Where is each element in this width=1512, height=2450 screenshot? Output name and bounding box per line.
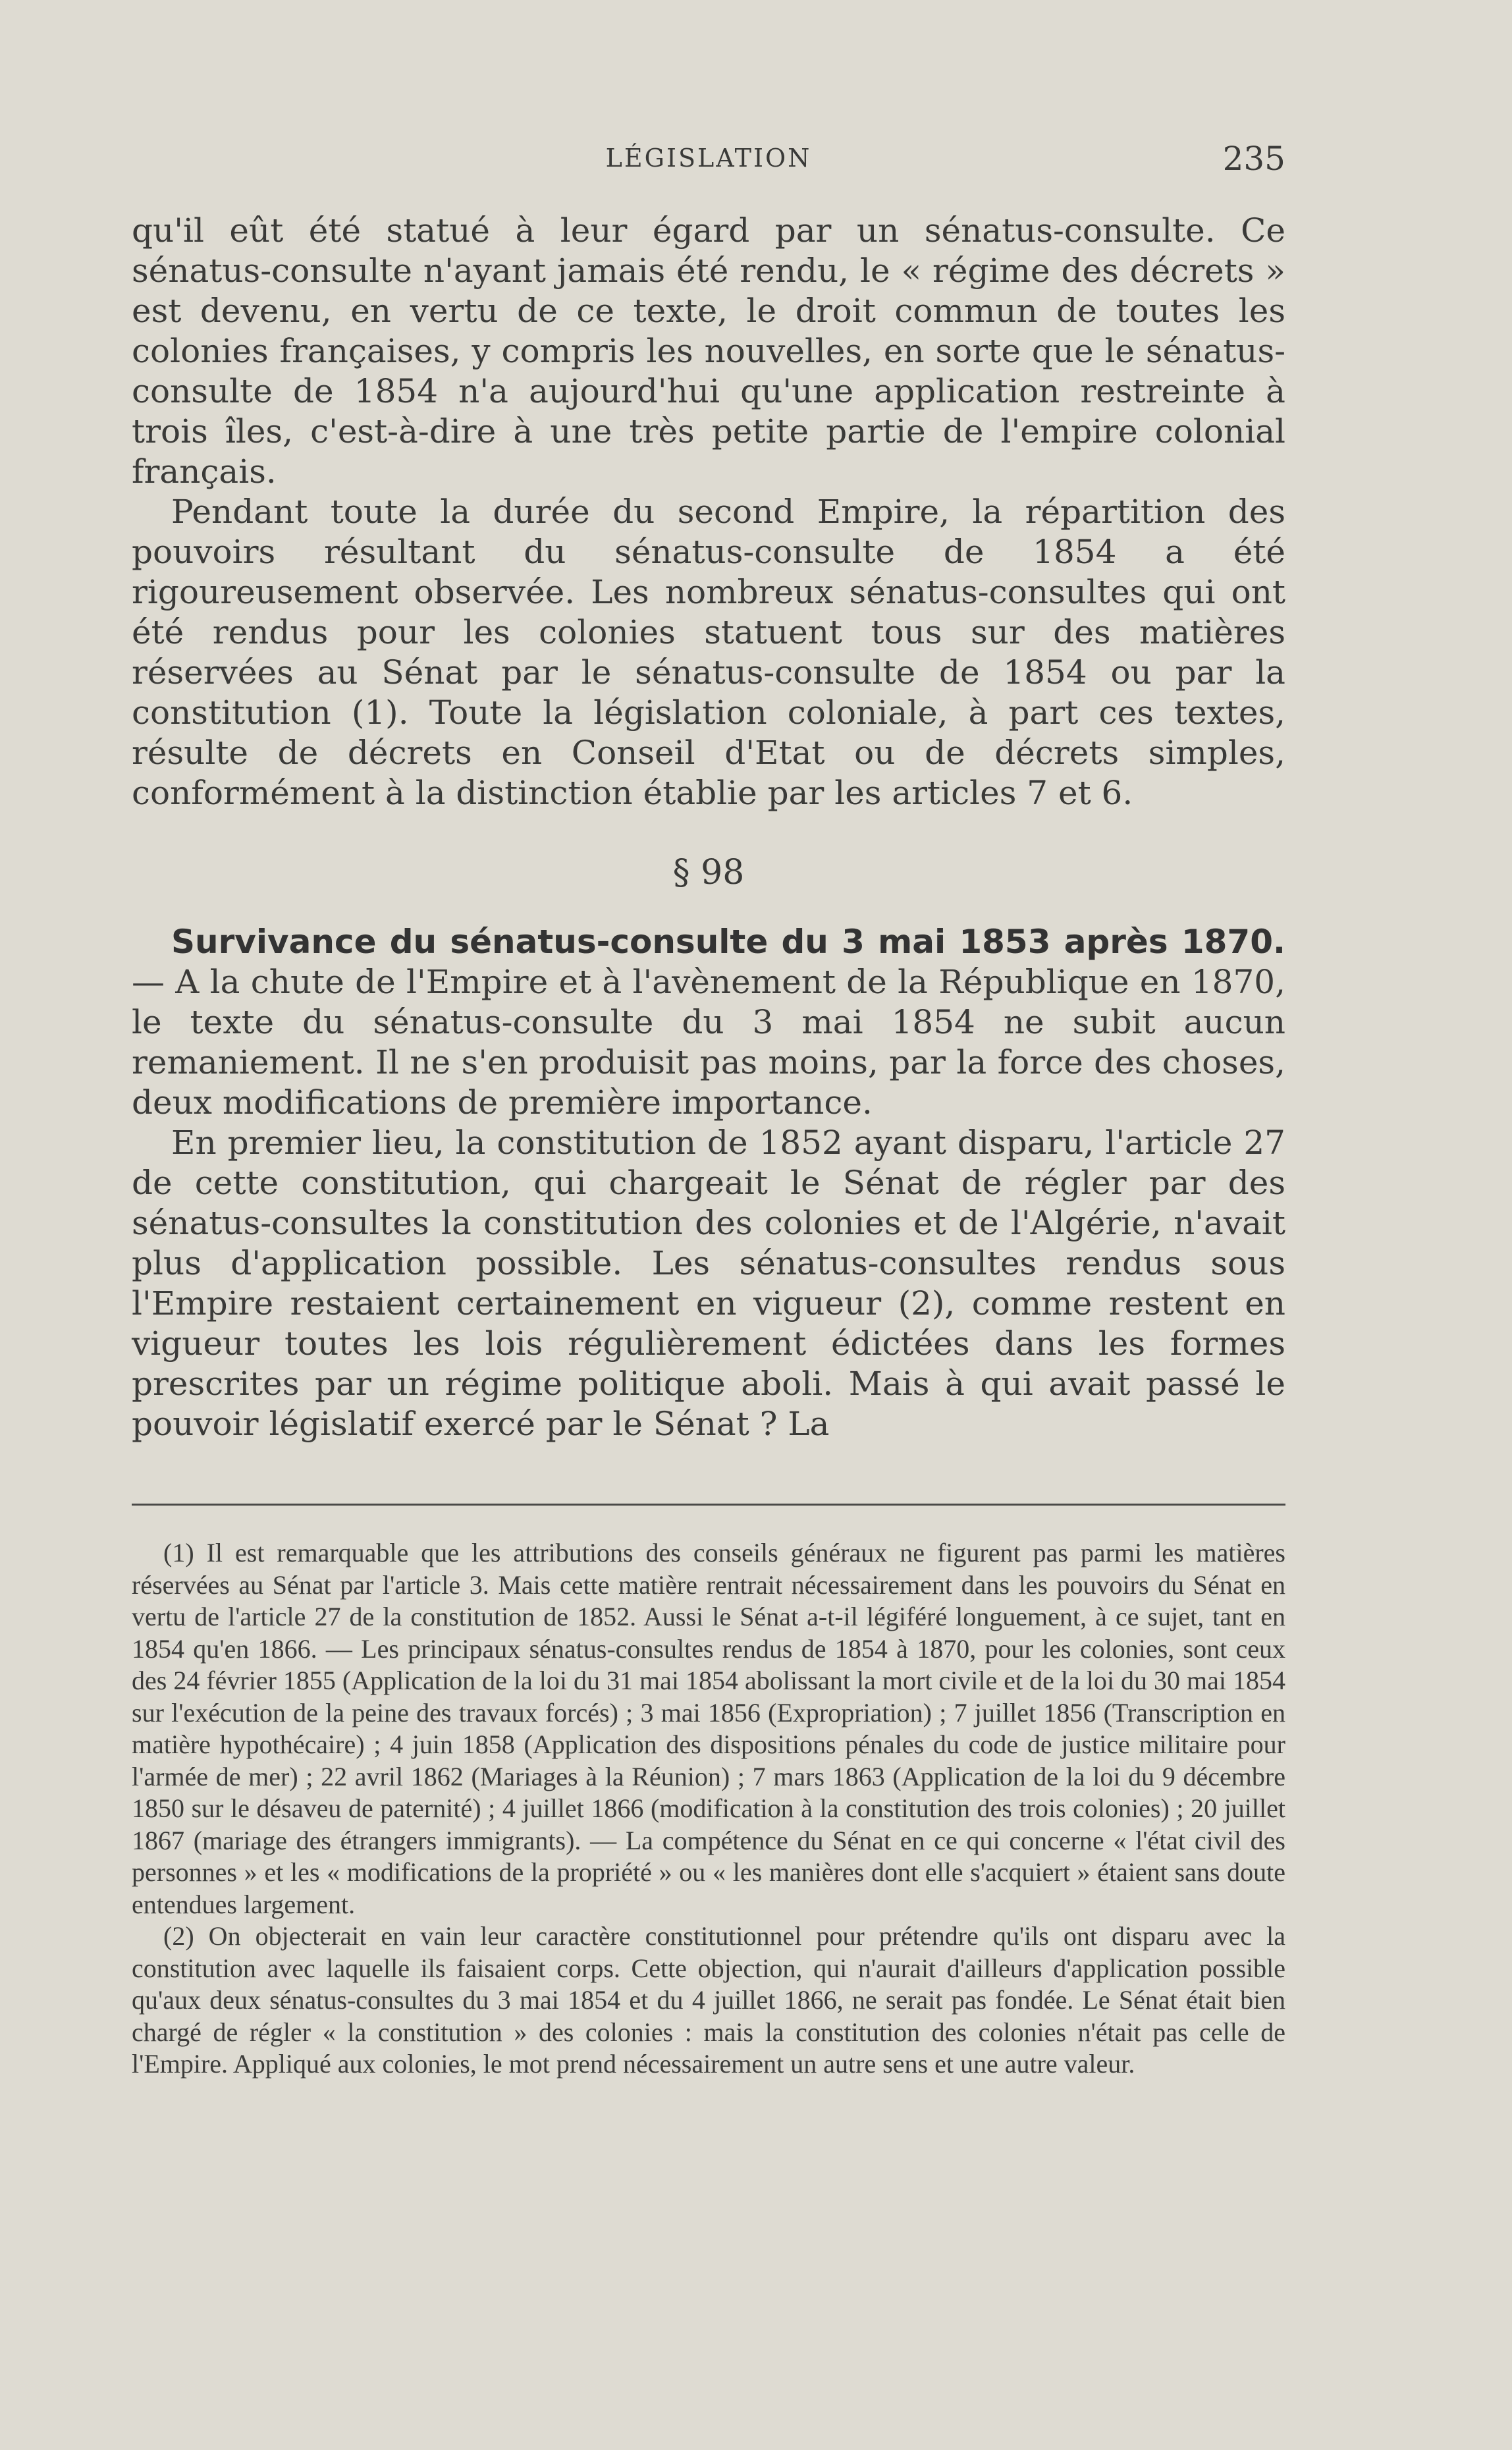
- main-text: [132, 211, 1285, 1444]
- paragraph-premier-lieu: En premier lieu, la constitution de 1852 ayant disparu, l'article 27 de cette constitution, qui chargeait le Sénat de régler par des sénatus-consultes la constitution des colonies et de l'Algérie, n'avait plus d'application possible. Les sénatus-consultes rendus sous l'Empire restaient certainement en vigueur (2), comme restent en vigueur toutes les lois régulièrement édictées dans les formes prescrites par un régime politique aboli. Mais à qui avait passé le pouvoir législatif exercé par le Sénat ? La: [132, 1124, 1285, 1443]
- section-number: § 98: [672, 853, 745, 892]
- page-number: 235: [1222, 140, 1285, 178]
- paragraph-continued: qu'il eût été statué à leur égard par un sénatus-consulte. Ce sénatus-consulte n'ayant jamais été rendu, le « régime des décrets » est devenu, en vertu de ce texte, le droit commun de toutes les colonies françaises, y compris les nouvelles, en sorte que le sénatus-consulte de 1854 n'a aujourd'hui qu'une application restreinte à trois îles, c'est-à-dire à une très petite partie de l'empire colonial français.: [132, 211, 1285, 491]
- footnote-1: (1) Il est remarquable que les attributions des conseils généraux ne figurent pas parmi les matières réservées au Sénat par l'article 3. Mais cette matière rentrait nécessairement dans les pouvoirs du Sénat en vertu de l'article 27 de la constitution de 1852. Aussi le Sénat a-t-il légiféré longuement, à ce sujet, tant en 1854 qu'en 1866. — Les principaux sénatus-consultes rendus de 1854 à 1870, pour les colonies, sont ceux des 24 février 1855 (Application de la loi du 31 mai 1854 abolissant la mort civile et de la loi du 30 mai 1854 sur l'exécution de la peine des travaux forcés) ; 3 mai 1856 (Expropriation) ; 7 juillet 1856 (Transcription en matière hypothécaire) ; 4 juin 1858 (Application des dispositions pénales du code de justice militaire pour l'armée de mer) ; 22 avril 1862 (Mariages à la Réunion) ; 7 mars 1863 (Application de la loi du 9 décembre 1850 sur le désaveu de paternité) ; 4 juillet 1866 (modification à la constitution des trois colonies) ; 20 juillet 1867 (mariage des étrangers immigrants). — La compétence du Sénat en ce qui concerne « l'état civil des personnes » et les « modifications de la propriété » ou « les manières dont elle s'acquiert » étaient sans doute entendues largement.: [132, 1538, 1285, 1919]
- footnotes: [132, 1537, 1285, 2081]
- running-header: [132, 140, 1285, 179]
- section-heading: Survivance du sénatus-consulte du 3 mai 1853 après 1870.: [171, 923, 1285, 961]
- footnote-divider: [132, 1504, 1285, 1506]
- paragraph-second-empire: Pendant toute la durée du second Empire, la répartition des pouvoirs résultant du sénatus-consulte de 1854 a été rigoureusement observée. Les nombreux sénatus-consultes qui ont été rendus pour les colonies statuent tous sur des matières réservées au Sénat par le sénatus-consulte de 1854 ou par la constitution (1). Toute la législation coloniale, à part ces textes, résulte de décrets en Conseil d'Etat ou de décrets simples, conformément à la distinction établie par les articles 7 et 6.: [132, 493, 1285, 812]
- paragraph-survivance: [132, 922, 1285, 1123]
- footnote-2: (2) On objecterait en vain leur caractère constitutionnel pour prétendre qu'ils ont disparu avec la constitution avec laquelle ils faisaient corps. Cette objection, qui n'aurait d'ailleurs d'application possible qu'aux deux sénatus-consultes du 3 mai 1854 et du 4 juillet 1866, ne serait pas fondée. Le Sénat était bien chargé de régler « la constitution » des colonies : mais la constitution des colonies n'était pas celle de l'Empire. Appliqué aux colonies, le mot prend nécessairement un autre sens et une autre valeur.: [132, 1921, 1285, 2079]
- paragraph-survivance-text: — A la chute de l'Empire et à l'avènement de la République en 1870, le texte du sénatus-consulte du 3 mai 1854 ne subit aucun remaniement. Il ne s'en produisit pas moins, par la force des choses, deux modifications de première importance.: [132, 963, 1285, 1122]
- running-title: LÉGISLATION: [605, 144, 812, 173]
